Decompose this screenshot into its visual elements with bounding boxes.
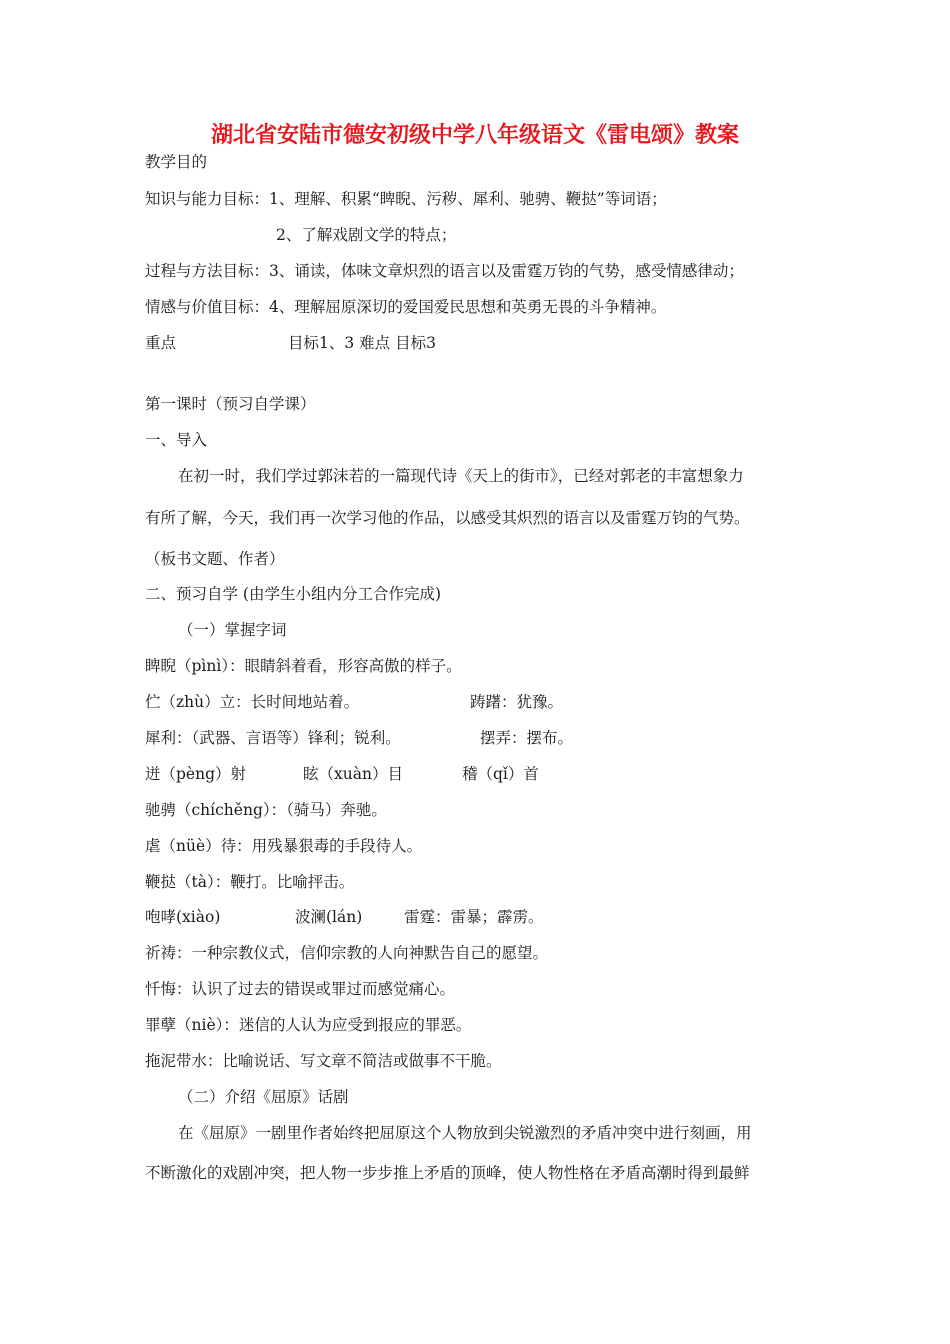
objectives-heading: 教学目的 [145,153,208,171]
vocab-item: 迸（pèng）射 [145,765,247,783]
vocab-item: 睥睨（pìnì）：眼睛斜着看，形容高傲的样子。 [145,657,462,675]
objective-knowledge-2: 2、了解戏剧文学的特点； [276,226,457,244]
vocab-item: 虐（nüè）待：用残暴狠毒的手段待人。 [145,837,423,855]
objective-knowledge: 知识与能力目标：1、理解、积累“睥睨、污秽、犀利、驰骋、鞭挞”等词语； [145,190,667,208]
vocab-item: 波澜(lán) [295,908,363,926]
drama-heading: （二）介绍《屈原》话剧 [178,1088,349,1106]
key-points-value: 目标1、3 难点 目标3 [288,334,436,352]
vocab-item: 拖泥带水：比喻说话、写文章不简洁或做事不干脆。 [145,1052,502,1070]
vocab-item: 踌躇：犹豫。 [470,693,564,711]
intro-paragraph-line-1: 在初一时，我们学过郭沫若的一篇现代诗《天上的街市》，已经对郭老的丰富想象力 [178,467,744,485]
vocab-item: 罪孽（niè）：迷信的人认为应受到报应的罪恶。 [145,1016,472,1034]
objective-emotion: 情感与价值目标：4、理解屈原深切的爱国爱民思想和英勇无畏的斗争精神。 [145,298,667,316]
vocab-item: 祈祷：一种宗教仪式，信仰宗教的人向神默告自己的愿望。 [145,944,549,962]
vocab-item: 雷霆：雷暴；霹雳。 [404,908,544,926]
intro-paragraph-line-2: 有所了解，今天，我们再一次学习他的作品，以感受其炽烈的语言以及雷霆万钧的气势。 [145,509,750,527]
vocab-item: 眩（xuàn）目 [303,765,403,783]
board-note: （板书文题、作者） [145,550,285,568]
vocab-item: 伫（zhù）立：长时间地站着。 [145,693,360,711]
key-points-label: 重点 [145,334,177,352]
drama-paragraph-line-1: 在《屈原》一剧里作者始终把屈原这个人物放到尖锐激烈的矛盾冲突中进行刻画，用 [178,1124,752,1142]
vocab-item: 稽（qǐ）首 [462,765,539,783]
objective-process: 过程与方法目标：3、诵读，体味文章炽烈的语言以及雷霆万钧的气势，感受情感律动； [145,262,744,280]
vocab-item: 摆弄：摆布。 [480,729,574,747]
intro-heading: 一、导入 [145,431,208,449]
vocab-item: 鞭挞（tà）：鞭打。比喻抨击。 [145,873,355,891]
lesson1-heading: 第一课时（预习自学课） [145,395,316,413]
vocab-item: 忏悔：认识了过去的错误或罪过而感觉痛心。 [145,980,456,998]
preview-heading: 二、预习自学 (由学生小组内分工合作完成) [145,585,442,603]
vocab-heading: （一）掌握字词 [178,621,287,639]
document-title: 湖北省安陆市德安初级中学八年级语文《雷电颂》教案 [210,123,739,148]
vocab-item: 犀利：（武器、言语等）锋利；锐利。 [145,729,401,747]
vocab-item: 咆哮(xiào) [145,908,221,926]
drama-paragraph-line-2: 不断激化的戏剧冲突，把人物一步步推上矛盾的顶峰，使人物性格在矛盾高潮时得到最鲜 [145,1164,750,1182]
vocab-item: 驰骋（chíchěng）：（骑马）奔驰。 [145,801,387,819]
